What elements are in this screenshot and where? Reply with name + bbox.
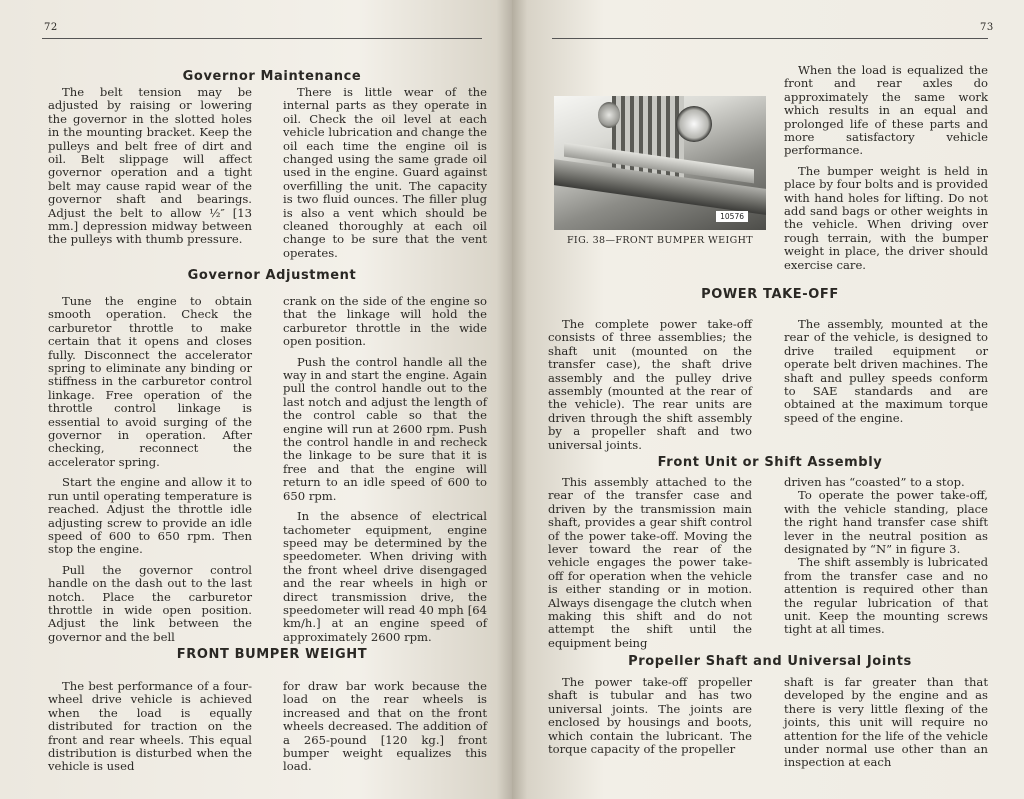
heading-governor-maintenance: Governor Maintenance [182,69,362,84]
front-bumper-col1 [48,680,252,781]
governor-adjustment-col1 [48,295,252,651]
governor-adjustment-col2 [283,295,487,651]
paragraph: The bumper weight is held in place by four bolts and is provided with hand holes for lifting. Do not add sand bags or other weights in the vehicle. When driving over rough terrain, with the bumper weight in place, the driver should exercise care. [784,163,988,272]
governor-maintenance-col1 [48,86,252,254]
power-take-off-col2 [784,318,988,432]
paragraph: Pull the governor control handle on the dash out to the last notch. Place the carburetor throttle in wide open position. Adjust the link between the governor and the bell [48,562,252,644]
paragraph: Start the engine and allow it to run until operating temperature is reached. Adjust the throttle idle adjusting screw to provide an idle speed of 600 to 650 rpm. Then stop the engine. [48,475,252,557]
paragraph: There is little wear of the internal parts as they operate in oil. Check the oil level at each vehicle lubrication and change the oil each time the engine oil is changed using the same grade oil used in the engine. Guard against overfilling the unit. The capacity is two fluid ounces. The filler plug is also a vent which should be cleaned thoroughly at each oil change to be sure that the vent operates. [283,85,487,260]
page-number: 72 [44,22,58,33]
paragraph: The belt tension may be adjusted by raising or lowering the governor in the slotted holes in the mounting bracket. Keep the pulleys and belt free of dirt and oil. Belt slippage will affect governor operation and a tight belt may cause rapid wear of the governor shaft and bearings. Adjust the belt to allow ½″ [13 mm.] depression midway between the pulleys with thumb pressure. [48,85,252,247]
paragraph: for draw bar work because the load on the rear wheels is increased and that on the front wheels decreased. The addition of a 265-pound [120 kg.] front bumper weight equalizes this load. [283,679,487,774]
figure-number-tag: 10576 [716,211,748,222]
front-bumper-photo [554,96,766,230]
header-rule [552,38,988,39]
headlight-graphic [676,106,712,142]
figure-caption: FIG. 38—FRONT BUMPER WEIGHT [566,235,754,246]
bumper-continued-col [784,64,988,279]
front-bumper-col2 [283,680,487,781]
heading-front-unit: Front Unit or Shift Assembly [657,455,883,470]
paragraph: In the absence of electrical tachometer equipment, engine speed may be determined by the speedometer. When driving with the front wheel drive disengaged and the rear wheels in high or direct transmission drive, the speedometer will read 40 mph [64 km/h.] at an engine speed of approximately 2600 rpm. [283,509,487,644]
heading-power-take-off: POWER TAKE-OFF [701,287,839,302]
propeller-shaft-col1 [548,676,752,763]
paragraph: The shift assembly is lubricated from the transfer case and no attention is required other than the regular lubrication of that unit. Keep the mounting screws tight at all times. [784,555,988,637]
paragraph: To operate the power take-off, with the vehicle standing, place the right hand transfer case shift lever in the neutral position as designated by “N” in figure 3. [784,488,988,557]
front-unit-col2 [784,476,988,644]
paragraph: driven has “coasted” to a stop. [784,475,965,489]
paragraph: The complete power take-off consists of three assemblies; the shaft unit (mounted on the transfer case), the shaft drive assembly and the pulley drive assembly (mounted at the rear of the vehicle). The rear units are driven through the shift assembly by a propeller shaft and two universal joints. [548,317,752,452]
paragraph: crank on the side of the engine so that the linkage will hold the carburetor throttle in the wide open position. [283,294,487,349]
page-number: 73 [980,22,994,33]
header-rule [42,38,482,39]
paragraph: The best performance of a four-wheel drive vehicle is achieved when the load is equally distributed for traction on the front and rear wheels. This equal distribution is disturbed when the vehicle is used [48,679,252,774]
paragraph: When the load is equalized the front and rear axles do approximately the same work which results in an equal and prolonged life of these parts and more satisfactory vehicle performance. [784,63,988,158]
power-take-off-col1 [548,318,752,459]
front-unit-col1 [548,476,752,657]
heading-propeller-shaft: Propeller Shaft and Universal Joints [628,654,912,669]
paragraph: Tune the engine to obtain smooth operation. Check the carburetor throttle to make certain that it opens and closes fully. Disconnect the accelerator spring to eliminate any binding or stiffness in the carburetor control linkage. Free operation of the throttle control linkage is essential to avoid surging of the governor in operation. After checking, reconnect the accelerator spring. [48,294,252,469]
headlight-graphic [598,102,620,128]
heading-front-bumper-weight: FRONT BUMPER WEIGHT [176,647,368,662]
paragraph: The assembly, mounted at the rear of the vehicle, is designed to drive trailed equipment or operate belt driven machines. The shaft and pulley speeds conform to SAE standards and are obtained at the maximum torque speed of the engine. [784,317,988,425]
governor-maintenance-col2 [283,86,487,267]
paragraph: This assembly attached to the rear of the transfer case and driven by the transmission main shaft, provides a gear shift control of the power take-off. Moving the lever toward the rear of the vehicle engages the power take-off for operation when the vehicle is either standing or in motion. Always disengage the clutch when making this shift and do not attempt the shift until the equipment being [548,475,752,650]
paragraph: Push the control handle all the way in and start the engine. Again pull the control handle out to the last notch and adjust the length of the control cable so that the engine will run at 2600 rpm. Push the control handle in and recheck the linkage to be sure that it is free and that the engine will return to an idle speed of 600 to 650 rpm. [283,354,487,503]
paragraph: The power take-off propeller shaft is tubular and has two universal joints. The joints are enclosed by housings and boots, which contain the lubricant. The torque capacity of the propeller [548,675,752,757]
heading-governor-adjustment: Governor Adjustment [187,268,357,283]
propeller-shaft-col2 [784,676,988,777]
right-page [512,0,1024,799]
paragraph: shaft is far greater than that developed by the engine and as there is very little flexing of the joints, this unit will require no attention for the life of the vehicle under normal use other than an inspection at each [784,675,988,770]
